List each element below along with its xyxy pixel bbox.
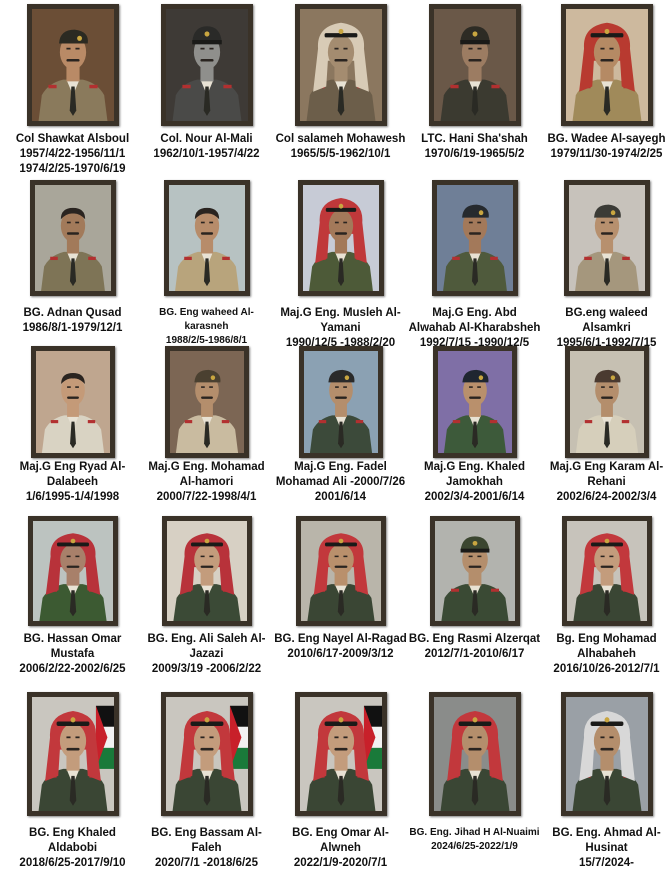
service-dates: 1979/11/30-1974/2/25 [550, 148, 663, 160]
portrait-card [140, 0, 273, 884]
portrait-photo [564, 180, 650, 296]
portrait-card [140, 0, 273, 884]
commander-name: Maj.G Eng. Khaled Jamokhah [424, 461, 525, 488]
portrait-caption [274, 460, 407, 505]
service-dates: 2016/10/26-2012/7/1 [553, 663, 660, 675]
portrait-card [6, 0, 139, 884]
service-dates: 1/6/1995-1/4/1998 [25, 491, 120, 503]
commander-name: BG. Eng. Ali Saleh Al-Jazazi [147, 633, 266, 660]
portrait-photo [562, 516, 652, 626]
portrait-caption [540, 306, 667, 351]
service-dates: 2002/3/4-2001/6/14 [424, 491, 525, 503]
service-dates: 2009/3/19 -2006/2/22 [151, 663, 262, 675]
portrait-caption [6, 306, 139, 336]
portrait-photo [429, 4, 521, 126]
commander-name: Maj.G Eng Karam Al-Rehani [549, 461, 664, 488]
service-dates: 2018/6/25-2017/9/10 [19, 857, 126, 869]
commander-name: BG. Eng. Ahmad Al-Husinat [552, 827, 661, 854]
portrait-card [274, 0, 407, 884]
service-dates: 1995/6/1-1992/7/15 [556, 337, 657, 349]
portrait-caption [274, 306, 407, 351]
portrait-card [6, 0, 139, 884]
service-dates: 2001/6/14 [314, 491, 367, 503]
portrait-photo [433, 346, 517, 458]
service-dates: 1970/6/19-1965/5/2 [424, 148, 525, 160]
commander-name: Col Shawkat Alsboul [15, 133, 130, 145]
portrait-card [408, 0, 541, 884]
portrait-photo [161, 692, 253, 816]
portrait-card [140, 0, 273, 884]
portrait-photo [296, 516, 386, 626]
portrait-caption [408, 826, 541, 854]
portrait-card [408, 0, 541, 884]
service-dates: 1990/12/5 -1988/2/20 [285, 337, 396, 349]
portrait-caption [408, 460, 541, 505]
portrait-photo [164, 180, 250, 296]
service-dates: 1962/10/1-1957/4/22 [153, 148, 260, 160]
service-dates: 1957/4/22-1956/11/1 1974/2/25-1970/6/19 [19, 148, 126, 175]
service-dates: 15/7/2024- [579, 857, 634, 869]
portrait-card [140, 0, 273, 884]
portrait-photo [31, 346, 115, 458]
portrait-card [408, 0, 541, 884]
portrait-caption [140, 632, 273, 677]
portrait-photo [30, 180, 116, 296]
portrait-caption [140, 826, 273, 871]
portrait-caption [6, 826, 139, 871]
portrait-card [540, 0, 667, 884]
service-dates: 1988/2/5-1986/8/1 [165, 335, 248, 346]
portrait-caption [408, 132, 541, 162]
portrait-photo [299, 346, 383, 458]
portrait-caption [6, 632, 139, 677]
commander-name: BG. Eng waheed Al-karasneh [159, 307, 254, 332]
commander-name: BG. Adnan Qusad [23, 307, 122, 319]
portrait-photo [162, 516, 252, 626]
commander-name: BG. Hassan Omar Mustafa [23, 633, 122, 660]
portrait-card [540, 0, 667, 884]
portrait-caption [274, 632, 407, 662]
service-dates: 2024/6/25-2022/1/9 [431, 841, 518, 852]
commander-name: BG. Eng Nayel Al-Ragad [274, 633, 407, 645]
commander-name: LTC. Hani Sha'shah [421, 133, 528, 145]
service-dates: 2010/6/17-2009/3/12 [287, 648, 394, 660]
commander-name: BG. Eng Rasmi Alzerqat [408, 633, 541, 645]
commander-name: BG. Eng. Jihad H Al-Nuaimi [409, 827, 540, 838]
service-dates: 1965/5/5-1962/10/1 [290, 148, 391, 160]
commander-name: Col. Nour Al-Mali [160, 133, 253, 145]
portrait-card [274, 0, 407, 884]
portrait-photo [27, 692, 119, 816]
portrait-photo [561, 692, 653, 816]
portrait-caption [274, 132, 407, 162]
portrait-photo [432, 180, 518, 296]
portrait-caption [540, 632, 667, 677]
portrait-photo [295, 4, 387, 126]
portrait-card [408, 0, 541, 884]
portrait-caption [274, 826, 407, 871]
portrait-card [6, 0, 139, 884]
commander-name: Col salameh Mohawesh [275, 133, 406, 145]
portrait-caption [408, 632, 541, 662]
portrait-card [540, 0, 667, 884]
service-dates: 2000/7/22-1998/4/1 [156, 491, 257, 503]
service-dates: 2002/6/24-2002/3/4 [556, 491, 657, 503]
portrait-photo [429, 692, 521, 816]
portrait-caption [140, 132, 273, 162]
portrait-caption [140, 306, 273, 348]
portrait-photo [565, 346, 649, 458]
portrait-photo [295, 692, 387, 816]
portrait-photo [561, 4, 653, 126]
commander-name: Maj.G Eng. Mohamad Al-hamori [148, 461, 265, 488]
portrait-card [6, 0, 139, 884]
commander-name: BG. Wadee Al-sayegh [547, 133, 666, 145]
commander-name: Bg. Eng Mohamad Alhabaheh [556, 633, 657, 660]
portrait-caption [140, 460, 273, 505]
portrait-photo [298, 180, 384, 296]
portrait-photo [165, 346, 249, 458]
portrait-caption [408, 306, 541, 351]
portrait-card [408, 0, 541, 884]
service-dates: 1986/8/1-1979/12/1 [22, 322, 123, 334]
service-dates: 2022/1/9-2020/7/1 [293, 857, 388, 869]
portrait-caption [540, 826, 667, 871]
commander-name: Maj.G Eng Ryad Al-Dalabeeh [19, 461, 126, 488]
portrait-card [274, 0, 407, 884]
commander-name: BG. Eng Bassam Al-Faleh [151, 827, 262, 854]
portrait-photo [430, 516, 520, 626]
portrait-card [540, 0, 667, 884]
commander-name: BG. Eng Khaled Aldabobi [29, 827, 116, 854]
portrait-photo [27, 4, 119, 126]
commander-name: Maj.G Eng. Abd Alwahab Al-Kharabsheh [408, 307, 541, 334]
commander-name: Maj.G Eng. Fadel Mohamad Ali -2000/7/26 [275, 461, 406, 488]
portrait-photo [28, 516, 118, 626]
commander-name: BG.eng waleed Alsamkri [565, 307, 648, 334]
portrait-card [274, 0, 407, 884]
portrait-card [540, 0, 667, 884]
portrait-photo [161, 4, 253, 126]
portrait-card [274, 0, 407, 884]
portrait-caption [540, 132, 667, 162]
commander-name: Maj.G Eng. Musleh Al-Yamani [280, 307, 401, 334]
service-dates: 2006/2/22-2002/6/25 [19, 663, 126, 675]
portrait-card [140, 0, 273, 884]
portrait-caption [6, 460, 139, 505]
service-dates: 2020/7/1 -2018/6/25 [155, 857, 258, 869]
commander-name: BG. Eng Omar Al-Alwneh [292, 827, 389, 854]
portrait-caption [6, 132, 139, 177]
service-dates: 2012/7/1-2010/6/17 [424, 648, 525, 660]
portrait-card [6, 0, 139, 884]
service-dates: 1992/7/15 -1990/12/5 [419, 337, 530, 349]
portrait-caption [540, 460, 667, 505]
